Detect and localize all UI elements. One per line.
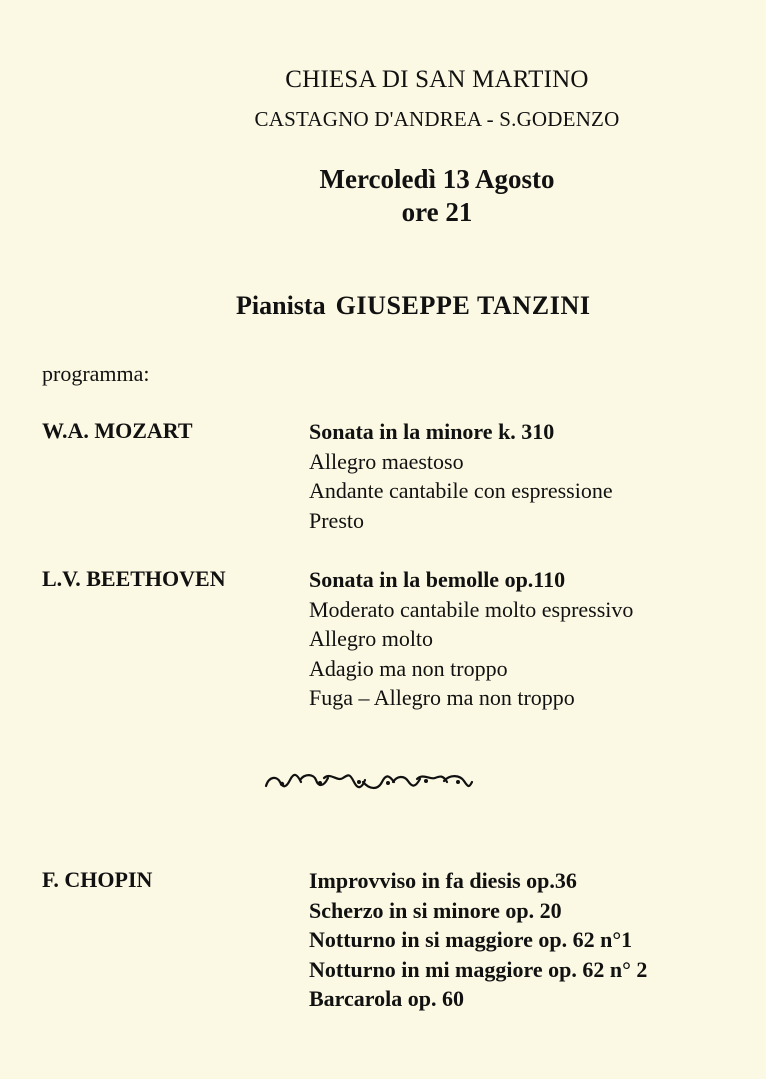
beethoven-movement-1: Moderato cantabile molto espressivo: [309, 596, 634, 622]
mozart-movement-1: Allegro maestoso: [309, 448, 464, 474]
chopin-work-2: Scherzo in si minore op. 20: [309, 897, 562, 923]
chopin-work-3: Notturno in si maggiore op. 62 n°1: [309, 927, 633, 952]
performer-name: GIUSEPPE TANZINI: [335, 291, 591, 320]
chopin-work-1: Improvviso in fa diesis op.36: [309, 868, 577, 893]
mozart-movement-3: Presto: [309, 507, 364, 533]
venue-name: CHIESA DI SAN MARTINO: [285, 66, 589, 93]
beethoven-sonata-title: Sonata in la bemolle op.110: [309, 567, 566, 592]
venue-location: CASTAGNO D'ANDREA - S.GODENZO: [254, 107, 620, 131]
mozart-works: [309, 417, 613, 535]
performer-line: [236, 291, 591, 321]
beethoven-movement-3: Adagio ma non troppo: [309, 655, 508, 681]
decorative-divider-icon: [262, 770, 474, 794]
chopin-work-5: Barcarola op. 60: [309, 986, 465, 1011]
beethoven-works: [309, 565, 633, 713]
beethoven-movement-4: Fuga – Allegro ma non troppo: [309, 685, 575, 710]
chopin-work-4: Notturno in mi maggiore op. 62 n° 2: [309, 956, 648, 982]
program-label: programma:: [42, 361, 150, 386]
mozart-movement-2: Andante cantabile con espressione: [309, 478, 613, 503]
composer-beethoven: L.V. BEETHOVEN: [42, 566, 226, 591]
composer-chopin: F. CHOPIN: [42, 867, 153, 892]
performer-role: Pianista: [236, 291, 326, 320]
concert-time: ore 21: [401, 197, 473, 227]
beethoven-movement-2: Allegro molto: [309, 626, 434, 651]
mozart-sonata-title: Sonata in la minore k. 310: [309, 419, 555, 444]
concert-date: Mercoledì 13 Agosto: [319, 164, 555, 194]
composer-mozart: W.A. MOZART: [42, 418, 193, 443]
chopin-works: [309, 866, 647, 1014]
